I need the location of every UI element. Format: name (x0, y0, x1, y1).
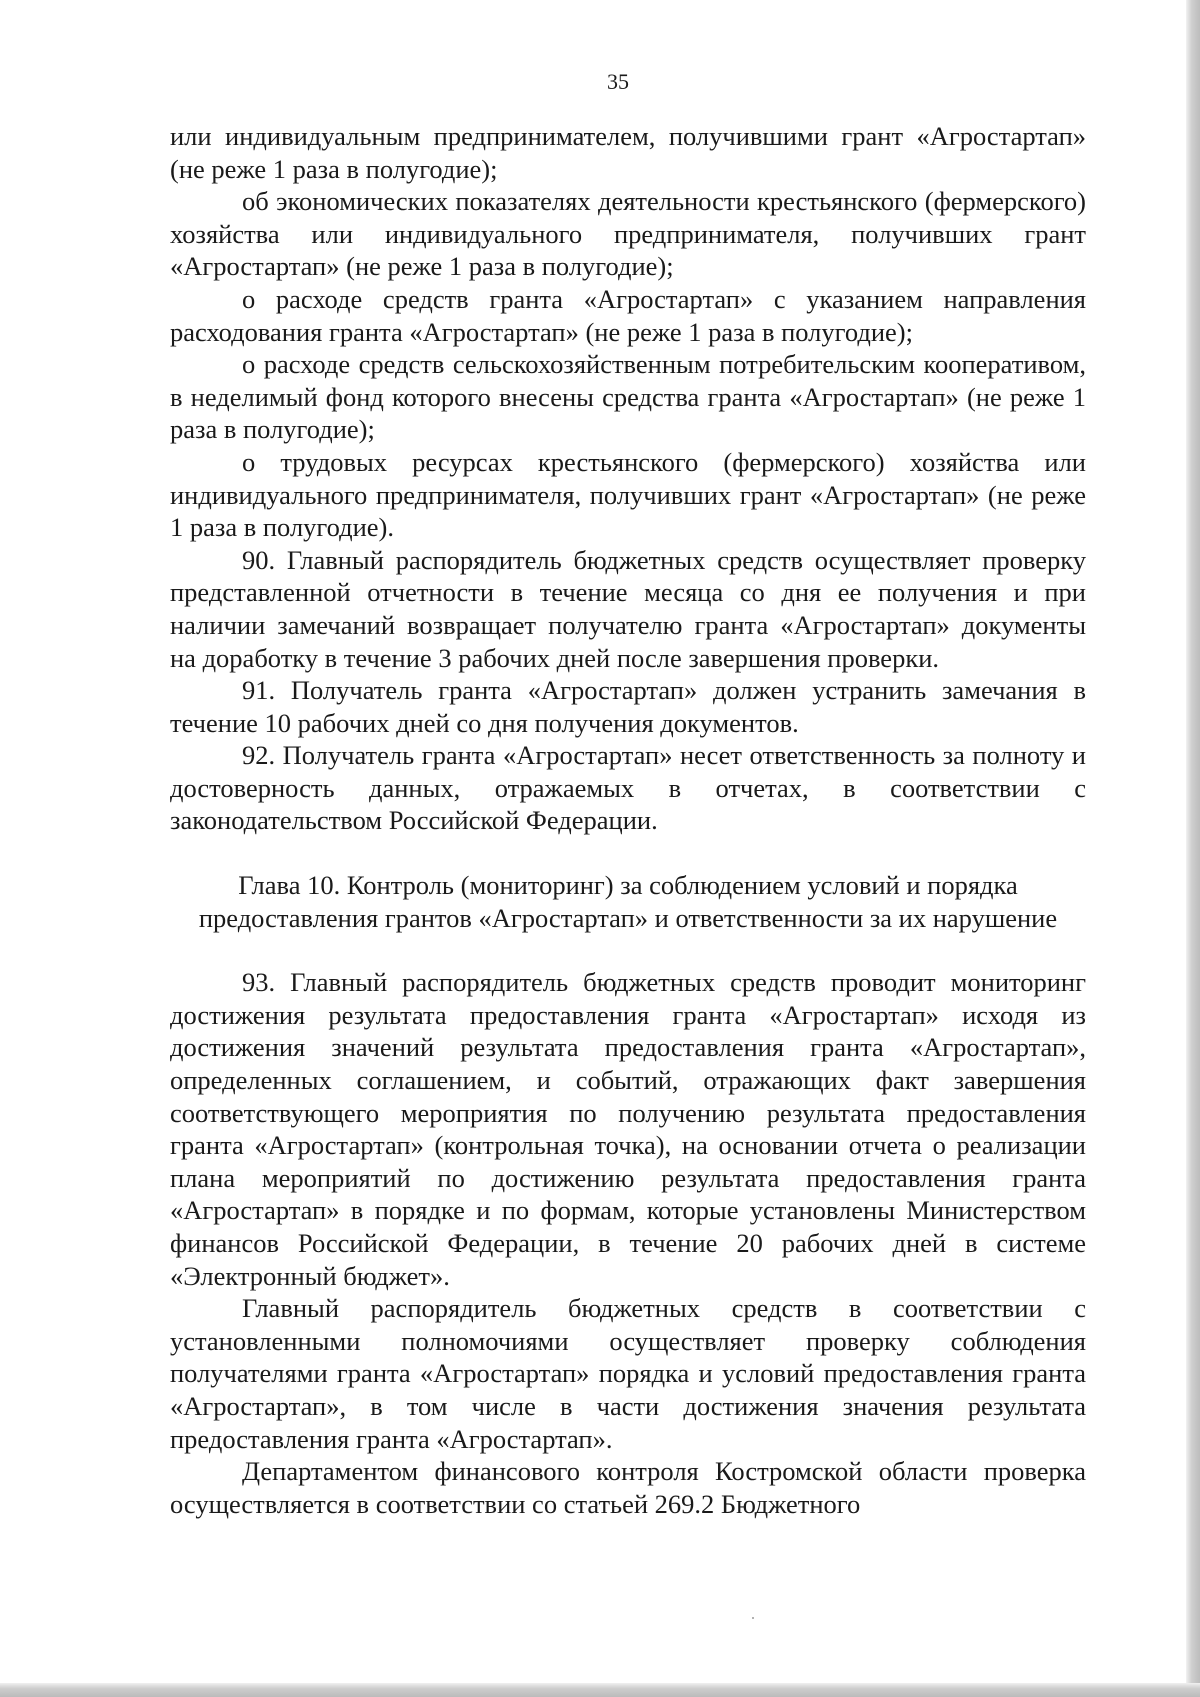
paragraph-item-92: 92. Получатель гранта «Агростартап» несет ответственность за полноту и достоверность данных, отражаемых в отчетах, в соответствии с законодательством Российской Федерации. (170, 740, 1086, 836)
paragraph-item-93: 93. Главный распорядитель бюджетных средств проводит мониторинг достижения результата предоставления гранта «Агростартап» исходя из достижения значений результата предоставления гранта «Агростартап», определенных соглашением, и событий, отражающих факт завершения соответствующего мероприятия по получению результата предоставления гранта «Агростартап» (контрольная точка), на основании отчета о реализации плана мероприятий по достижению результата предоставления гранта «Агростартап» в порядке и по формам, которые установлены Министерством финансов Российской Федерации, в течение 20 рабочих дней в системе «Электронный бюджет». (170, 967, 1086, 1291)
chapter-heading-line-1: Глава 10. Контроль (мониторинг) за соблюдением условий и порядка (238, 870, 1018, 901)
document-body (170, 70, 1086, 1520)
page-number: 35 (607, 69, 629, 94)
paragraph-financial-control: Департаментом финансового контроля Костромской области проверка осуществляется в соответствии со статьей 269.2 Бюджетного (170, 1456, 1086, 1519)
paragraph-labor-resources: о трудовых ресурсах крестьянского (фермерского) хозяйства или индивидуального предпринимателя, получивших грант «Агростартап» (не реже 1 раза в полугодие). (170, 446, 1086, 543)
paragraph-grant-expense: о расходе средств гранта «Агростартап» с указанием направления расходования гранта «Агростартап» (не реже 1 раза в полугодие); (170, 283, 1086, 347)
paragraph-item-90: 90. Главный распорядитель бюджетных средств осуществляет проверку представленной отчетности в течение месяца со дня ее получения и при наличии замечаний возвращает получателю гранта «Агростартап» документы на доработку в течение 3 рабочих дней после завершения проверки. (170, 544, 1086, 673)
scan-edge-bottom (0, 1683, 1200, 1697)
chapter-heading-line-2: предоставления грантов «Агростартап» и ответственности за их нарушение (198, 902, 1058, 933)
scan-speck (752, 1617, 754, 1619)
paragraph-cooperative-expense: о расходе средств сельскохозяйственным потребительским кооперативом, в неделимый фонд которого внесены средства гранта «Агростартап» (не реже 1 раза в полугодие); (170, 349, 1086, 445)
paragraph-continuation: или индивидуальным предпринимателем, получившими грант «Агростартап» (не реже 1 раза в полугодие); (170, 121, 1086, 184)
paragraph-compliance-check: Главный распорядитель бюджетных средств в соответствии с установленными полномочиями осуществляет проверку соблюдения получателями гранта «Агростартап» порядка и условий предоставления гранта «Агростартап», в том числе в части достижения значения результата предоставления гранта «Агростартап». (170, 1293, 1086, 1454)
chapter-heading (170, 869, 1086, 934)
paragraph-economic-indicators: об экономических показателях деятельности крестьянского (фермерского) хозяйства или индивидуального предпринимателя, получивших грант «Агростартап» (не реже 1 раза в полугодие); (170, 186, 1086, 282)
scan-edge-right (1186, 0, 1200, 1697)
paragraph-item-91: 91. Получатель гранта «Агростартап» должен устранить замечания в течение 10 рабочих дней со дня получения документов. (170, 675, 1086, 738)
